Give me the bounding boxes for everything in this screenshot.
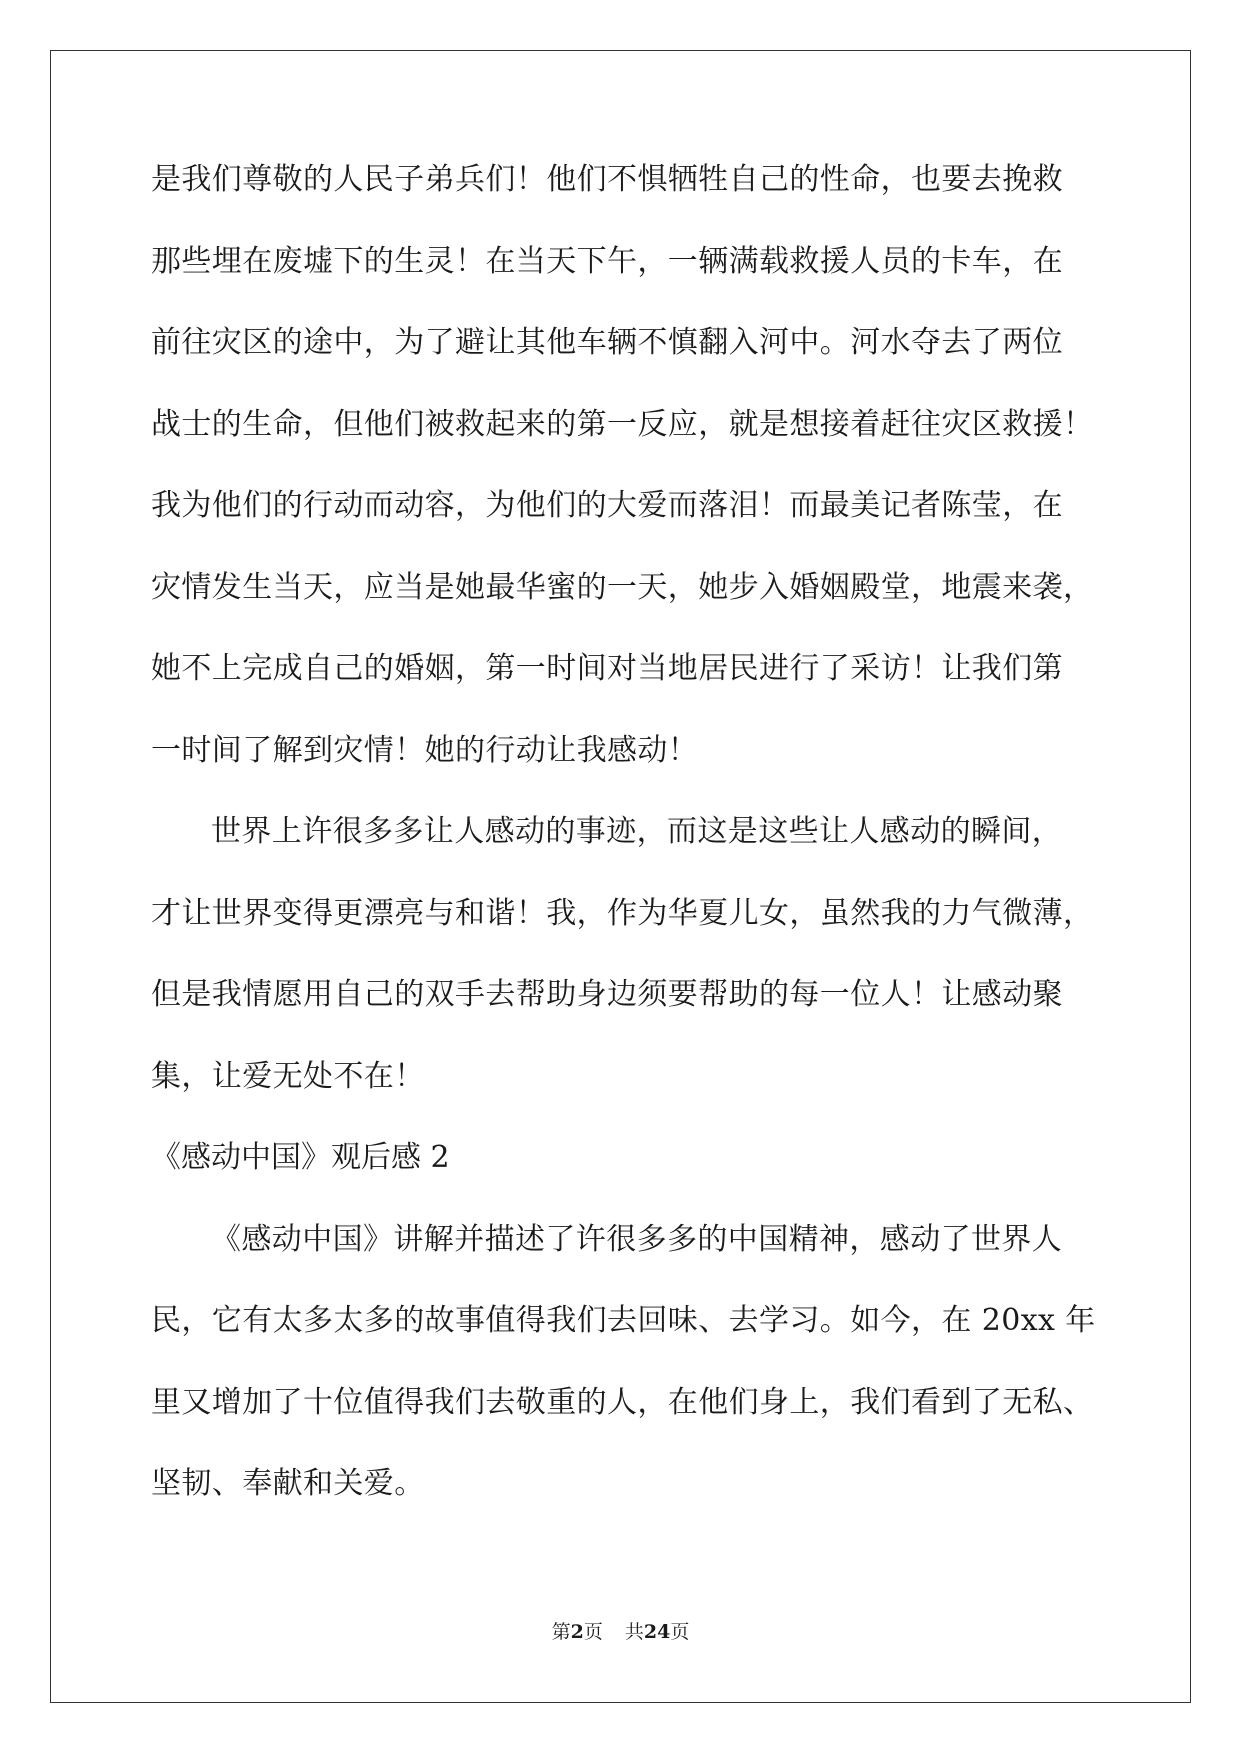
text-line: 但是我情愿用自己的双手去帮助身边须要帮助的每一位人！让感动聚 [151, 977, 1063, 1012]
text-line: 灾情发生当天，应当是她最华蜜的一天，她步入婚姻殿堂，地震来袭， [151, 569, 1094, 605]
text-line: 坚韧、奉献和关爱。 [151, 1466, 425, 1501]
text-line: 我为他们的行动而动容，为他们的大爱而落泪！而最美记者陈莹，在 [151, 488, 1063, 523]
footer-prefix: 第 [551, 1621, 571, 1643]
text-line: 前往灾区的途中，为了避让其他车辆不慎翻入河中。河水夺去了两位 [151, 325, 1063, 360]
text-line: 世界上许很多多让人感动的事迹，而这是这些让人感动的瞬间， [211, 814, 1063, 849]
text-line: 民，它有太多太多的故事值得我们去回味、去学习。如今，在 20xx 年 [151, 1303, 1096, 1338]
text-line: 是我们尊敬的人民子弟兵们！他们不惧牺牲自己的性命，也要去挽救 [151, 162, 1063, 197]
text-line: 才让世界变得更漂亮与和谐！我，作为华夏儿女，虽然我的力气微薄， [151, 895, 1094, 931]
text-line: 里又增加了十位值得我们去敬重的人，在他们身上，我们看到了无私、 [151, 1384, 1094, 1420]
page-footer [0, 1620, 1241, 1644]
text-line: 那些埋在废墟下的生灵！在当天下午，一辆满载救援人员的卡车，在 [151, 243, 1063, 279]
text-line: 《感动中国》讲解并描述了许很多多的中国精神，感动了世界人 [211, 1221, 1063, 1257]
paragraph-block-1 [151, 160, 1111, 1138]
text-line: 她不上完成自己的婚姻，第一时间对当地居民进行了采访！让我们第 [151, 651, 1063, 686]
footer-total-pages: 24 [643, 1621, 671, 1643]
footer-total-suffix: 页 [670, 1621, 690, 1643]
footer-total-prefix: 共 [624, 1621, 644, 1643]
paragraph-block-2 [151, 1220, 1111, 1546]
footer-page-suffix: 页 [583, 1621, 603, 1643]
section-heading: 《感动中国》观后感 2 [151, 1140, 450, 1175]
document-body [151, 160, 1111, 1546]
text-line: 战士的生命，但他们被救起来的第一反应，就是想接着赶往灾区救援！ [151, 406, 1094, 442]
footer-page-number: 2 [570, 1621, 584, 1643]
text-line: 集，让爱无处不在！ [151, 1058, 425, 1094]
text-line: 一时间了解到灾情！她的行动让我感动！ [151, 732, 699, 768]
